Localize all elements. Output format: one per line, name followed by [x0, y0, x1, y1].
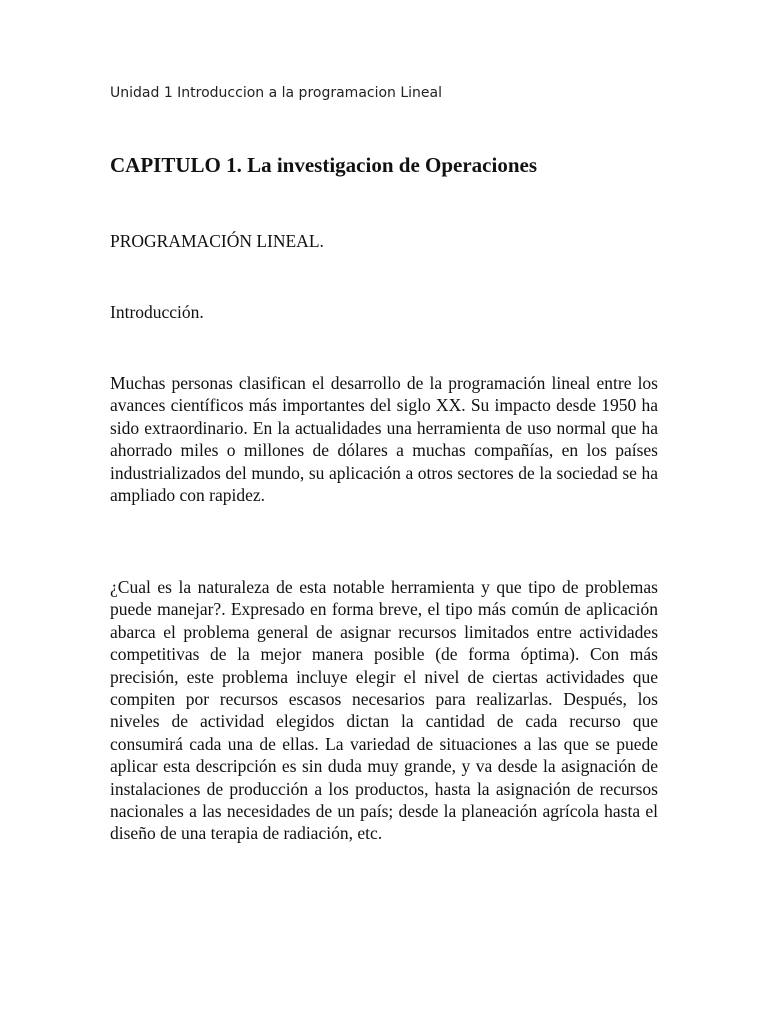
section-title: PROGRAMACIÓN LINEAL.: [110, 231, 324, 251]
paragraph: Muchas personas clasifican el desarrollo de la programación lineal entre los avances científicos más importantes del siglo XX. Su impacto desde 1950 ha sido extraordinario. En la actualidades una herramienta de uso normal que ha ahorrado miles o millones de dólares a muchas compañías, en los países industrializados del mundo, su aplicación a otros sectores de la sociedad se ha ampliado con rapidez.: [110, 373, 658, 506]
paragraph: ¿Cual es la naturaleza de esta notable herramienta y que tipo de problemas puede manejar?. Expresado en forma breve, el tipo más común de aplicación abarca el problema general de asignar recursos limitados entre actividades competitivas de la mejor manera posible (de forma óptima). Con más precisión, este problema incluye elegir el nivel de ciertas actividades que compiten por recursos escasos necesarios para realizarlas. Después, los niveles de actividad elegidos dictan la cantidad de cada recurso que consumirá cada una de ellas. La variedad de situaciones a las que se puede aplicar esta descripción es sin duda muy grande, y va desde la asignación de instalaciones de producción a los productos, hasta la asignación de recursos nacionales a las necesidades de un país; desde la planeación agrícola hasta el diseño de una terapia de radiación, etc.: [110, 577, 658, 844]
page-header: Unidad 1 Introduccion a la programacion Lineal: [110, 85, 443, 101]
chapter-title: CAPITULO 1. La investigacion de Operaciones: [110, 153, 538, 177]
subsection-title: Introducción.: [110, 302, 204, 322]
